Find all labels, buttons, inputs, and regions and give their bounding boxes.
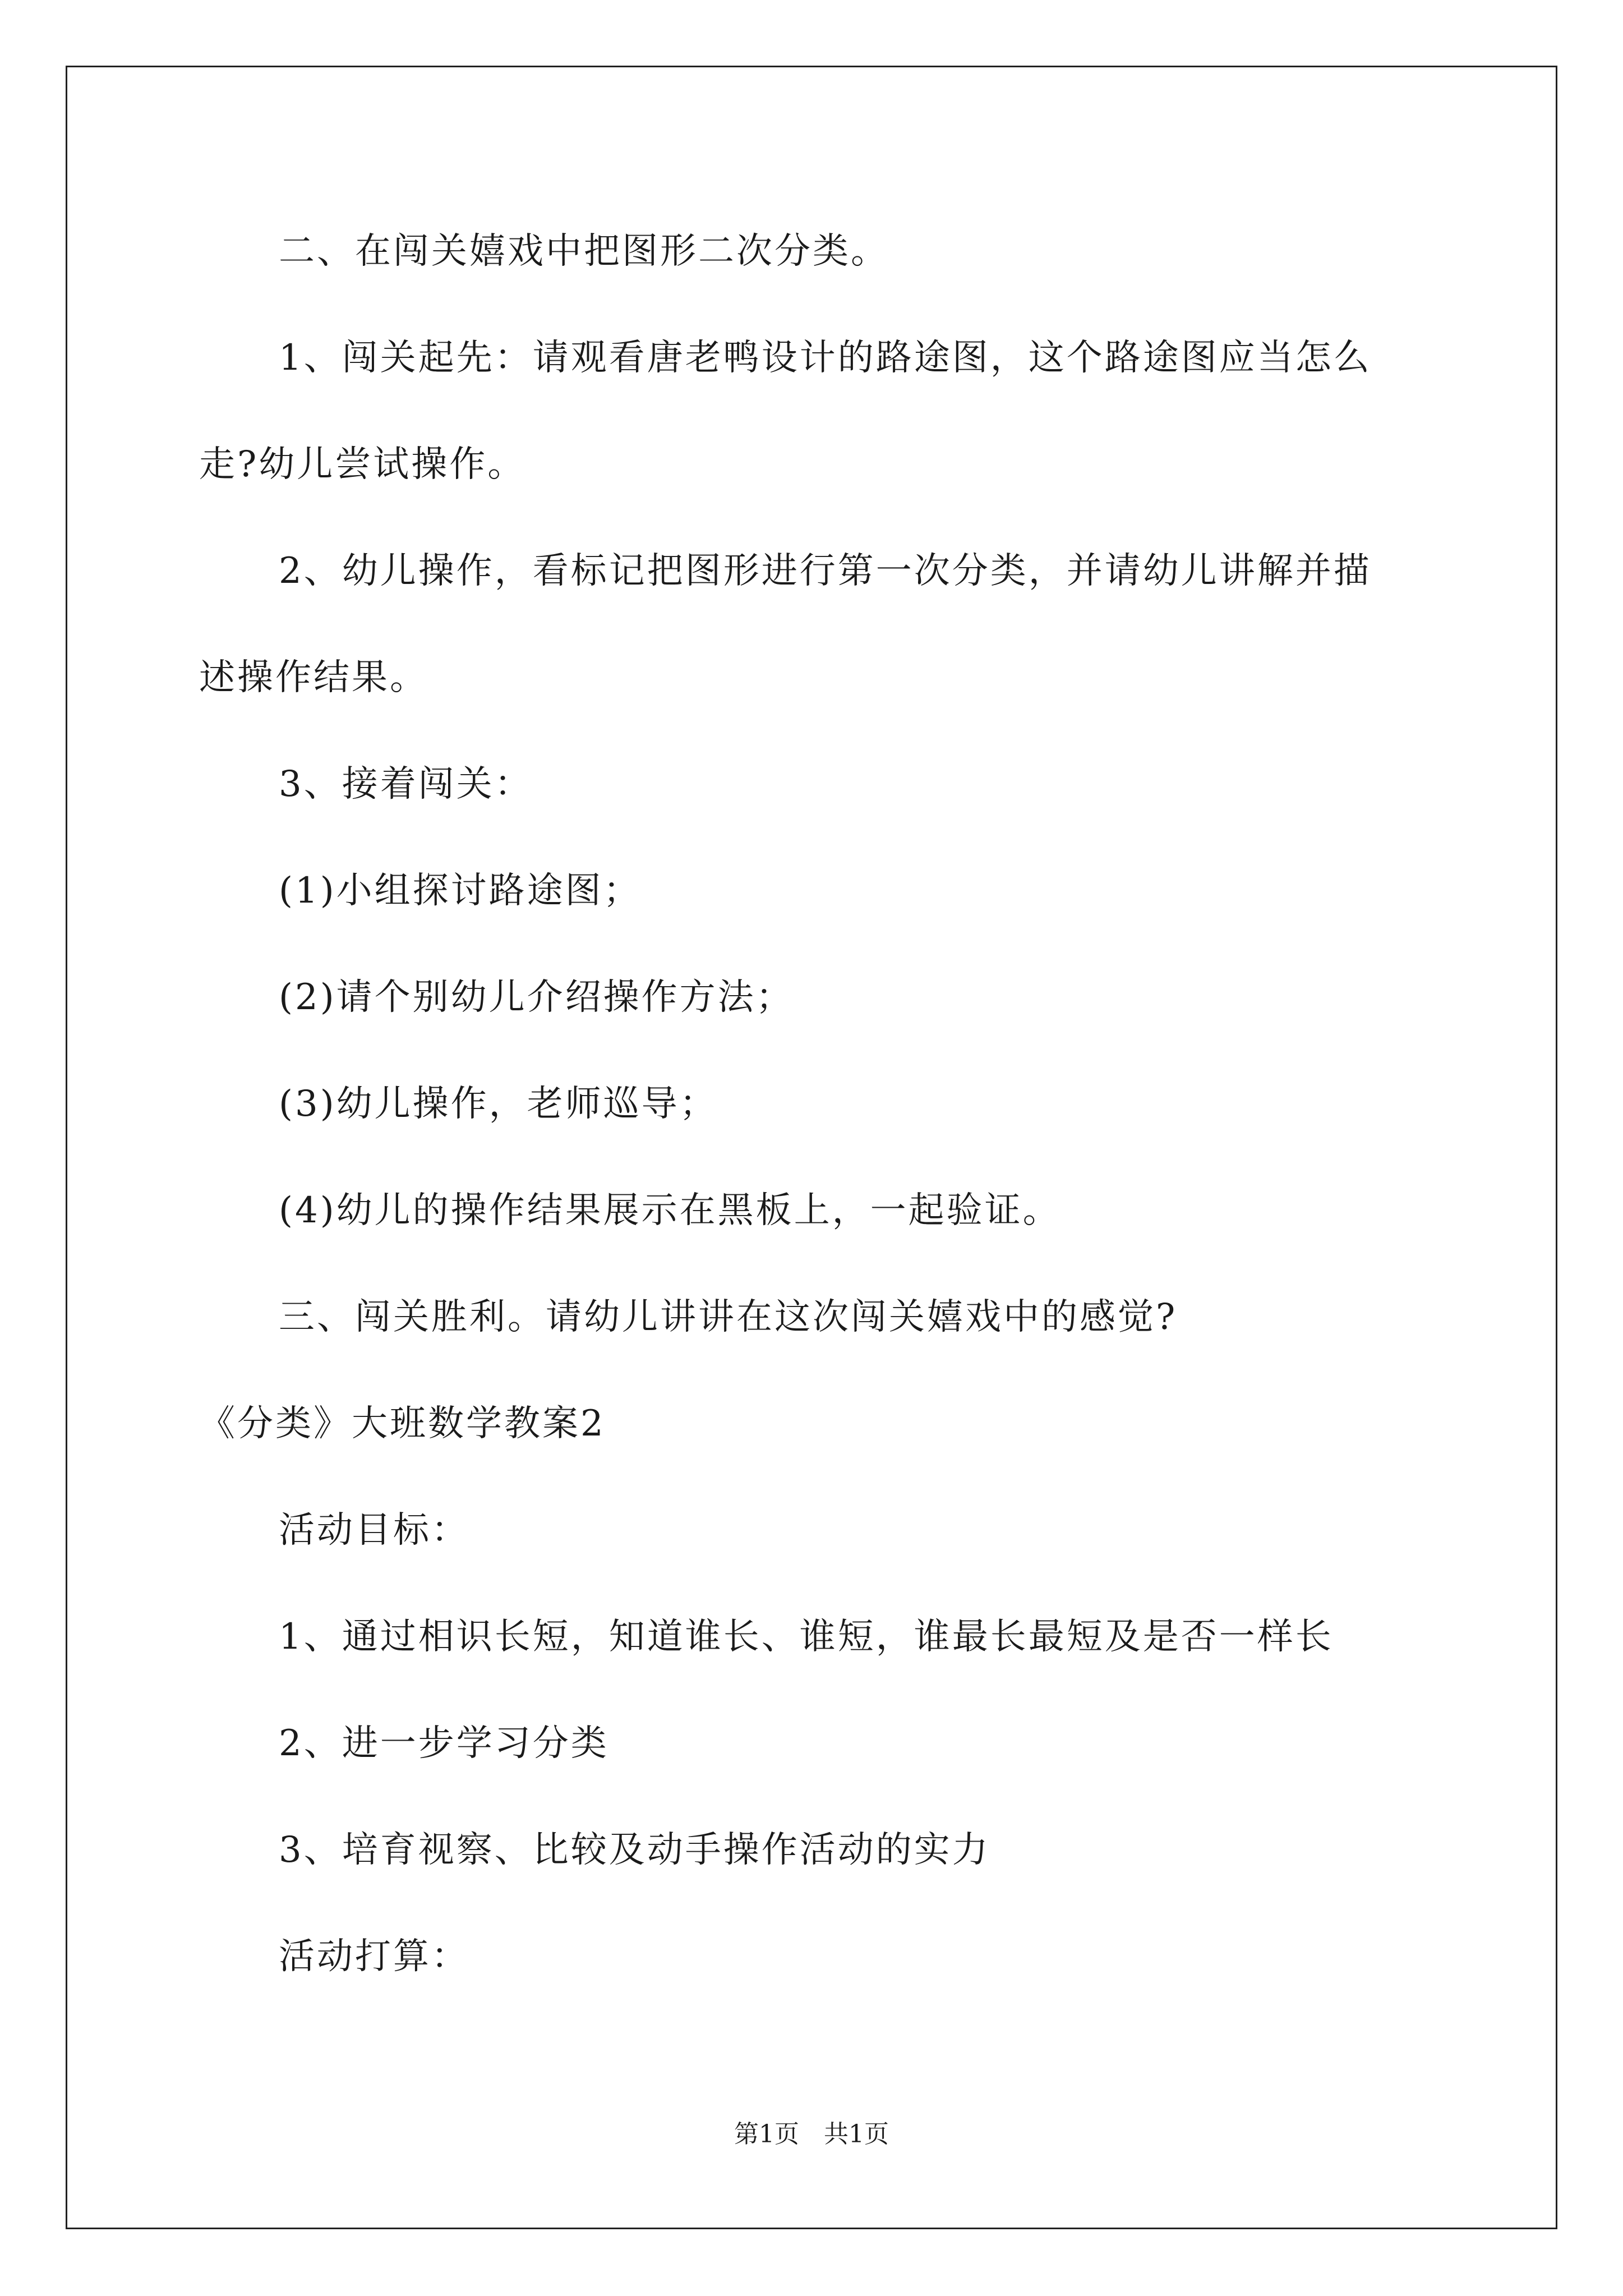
list-item-3: (3)幼儿操作，老师巡导； [279,1083,718,1125]
paragraph-step-2: 2、幼儿操作，看标记把图形进行第一次分类，并请幼儿讲解并描 [279,550,1372,592]
list-item-1: (1)小组探讨路途图； [279,870,642,912]
objectives-heading: 活动目标： [279,1510,469,1551]
document-title: 《分类》大班数学教案2 [199,1403,606,1444]
paragraph-step-2-cont: 述操作结果。 [199,657,428,698]
objective-2: 2、进一步学习分类 [279,1723,609,1764]
preparation-heading: 活动打算： [279,1936,469,1977]
section-heading-3: 三、闯关胜利。请幼儿讲讲在这次闯关嬉戏中的感觉? [279,1296,1178,1338]
objective-3: 3、培育视察、比较及动手操作活动的实力 [279,1829,990,1871]
paragraph-step-3: 3、接着闯关： [279,763,533,805]
list-item-2: (2)请个别幼儿介绍操作方法； [279,977,794,1018]
section-heading-2: 二、在闯关嬉戏中把图形二次分类。 [279,231,889,272]
objective-1: 1、通过相识长短，知道谁长、谁短，谁最长最短及是否一样长 [279,1616,1334,1658]
paragraph-step-1: 1、闯关起先：请观看唐老鸭设计的路途图，这个路途图应当怎么 [279,337,1372,379]
page-number-footer: 第1页 共1页 [734,2120,889,2148]
paragraph-step-1-cont: 走?幼儿尝试操作。 [199,444,526,485]
page-border [66,66,1557,2229]
list-item-4: (4)幼儿的操作结果展示在黑板上，一起验证。 [279,1190,1061,1231]
